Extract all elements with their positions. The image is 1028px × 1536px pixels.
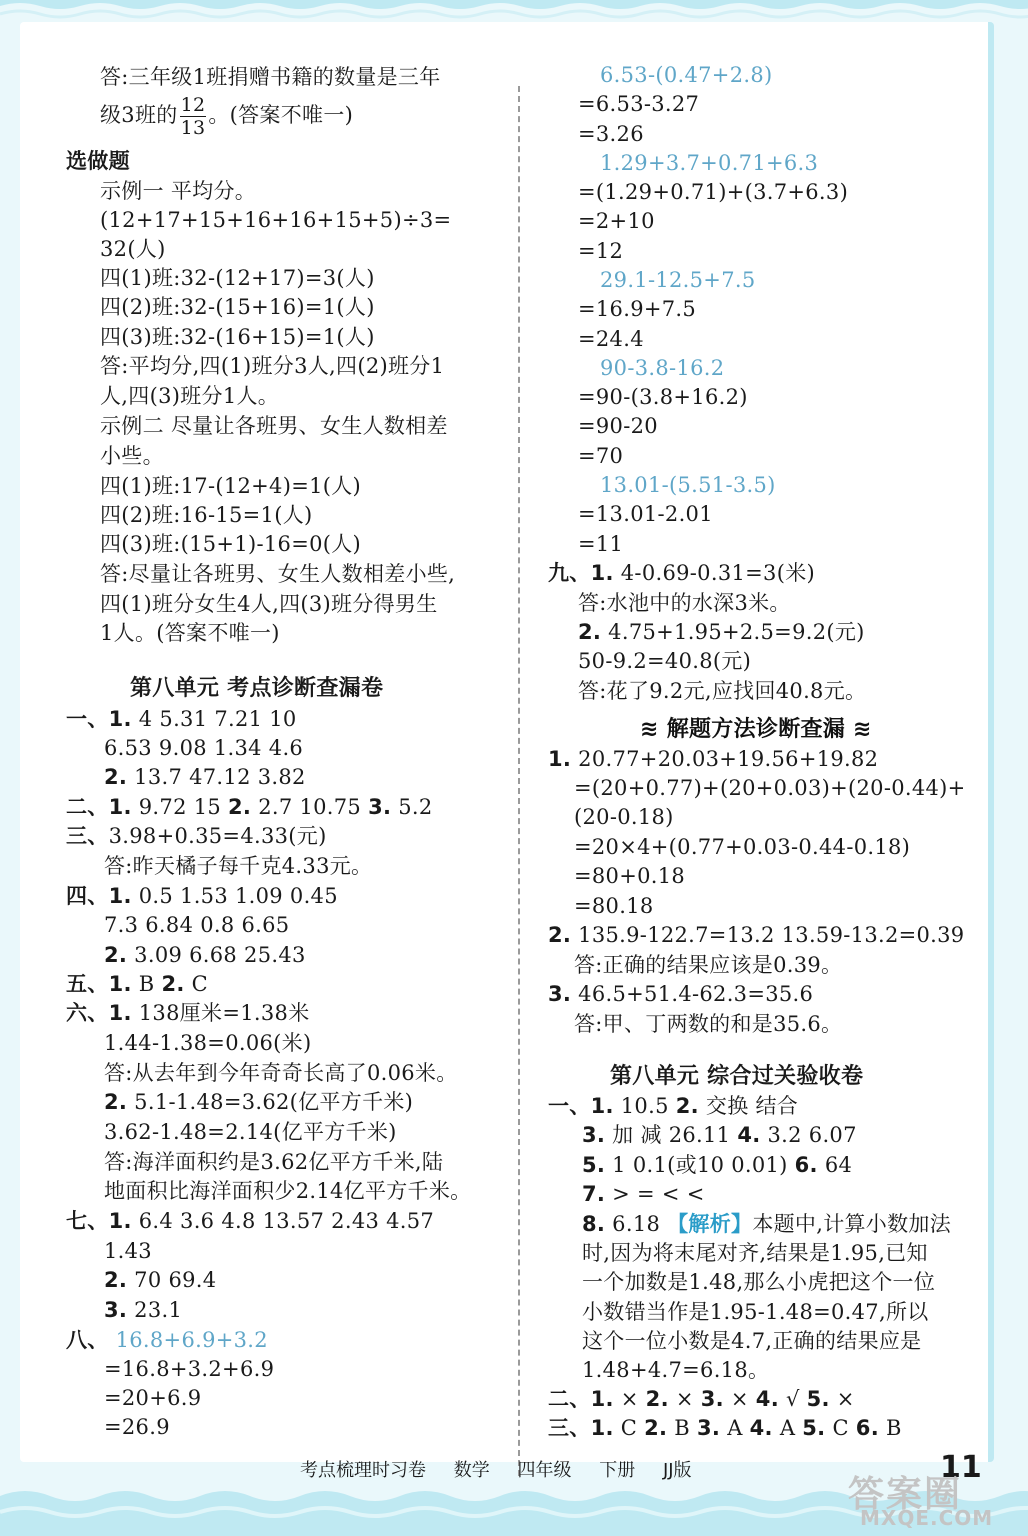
answer-line (104, 1237, 152, 1266)
answer-line (574, 1010, 842, 1039)
line-text: 3.2 6.07 (760, 1123, 857, 1147)
answer-line (66, 705, 297, 734)
line-text: 答:水池中的水深3米。 (578, 591, 791, 615)
line-text: C (613, 1416, 645, 1440)
answer-line (66, 999, 310, 1028)
question-number: 6. (855, 1416, 879, 1440)
answer-page (20, 22, 994, 1462)
line-text: 选做题 (66, 149, 130, 173)
line-text: 四(2)班:32-(15+16)=1(人) (100, 295, 375, 319)
answer-line (578, 412, 658, 441)
line-text: 第八单元 综合过关验收卷 (610, 1064, 864, 1089)
line-text: × (613, 1387, 646, 1411)
line-text: 这个一位小数是4.7,正确的结果应是 (582, 1329, 922, 1353)
line-text: 四(2)班:16-15=1(人) (100, 503, 313, 527)
question-number: 8. (582, 1212, 606, 1236)
line-text: 加 减 26.11 (605, 1123, 738, 1147)
answer-line (548, 1385, 855, 1414)
answer-line (100, 235, 166, 264)
answer-line (104, 1355, 274, 1384)
line-text: 答:尽量让各班男、女生人数相差小些, (100, 562, 456, 586)
answer-line (66, 1326, 268, 1355)
line-text: 64 (817, 1153, 853, 1177)
line-text: 。(答案不唯一) (208, 103, 354, 127)
answer-line (104, 1118, 397, 1147)
line-text: 46.5+51.4-62.3=35.6 (571, 982, 814, 1006)
question-number: 6. (794, 1153, 818, 1177)
answer-line (582, 1356, 769, 1385)
answer-line (582, 1180, 705, 1209)
answer-line (104, 1384, 201, 1413)
answer-line (548, 1414, 902, 1443)
question-number: 2. (578, 620, 602, 644)
answer-line (578, 530, 623, 559)
answer-line (104, 1029, 311, 1058)
answer-line (104, 1148, 443, 1177)
answer-line (104, 852, 372, 881)
watermark-url: MXQE.COM (860, 1506, 994, 1530)
section-label (66, 147, 130, 176)
answer-line (104, 1296, 182, 1325)
answer-line (100, 92, 353, 139)
fraction-denominator: 13 (180, 117, 206, 139)
line-text: =26.9 (104, 1415, 170, 1439)
line-text: 3.62-1.48=2.14(亿平方千米) (104, 1120, 397, 1144)
line-text: =(1.29+0.71)+(3.7+6.3) (578, 180, 849, 204)
line-text: A (772, 1416, 803, 1440)
answer-line (582, 1327, 921, 1356)
question-number: 六、1. (66, 1001, 132, 1025)
answer-line (582, 1239, 928, 1268)
answer-line (66, 1207, 434, 1236)
original-expression: 6.53-(0.47+2.8) (600, 63, 773, 87)
answer-line (548, 1092, 798, 1121)
line-text: 小些。 (100, 444, 164, 468)
line-text: 4 5.31 7.21 10 (131, 707, 297, 731)
answer-line (100, 323, 375, 352)
footer-info (300, 1456, 714, 1482)
question-number: 1. (548, 747, 572, 771)
answer-line (582, 1151, 852, 1180)
question-number: 3. (368, 795, 392, 819)
answer-line (574, 803, 674, 832)
line-text: 70 69.4 (127, 1268, 217, 1292)
line-text: 1.48+4.7=6.18。 (582, 1358, 770, 1382)
answer-line (574, 774, 966, 803)
line-text: 四(3)班:32-(16+15)=1(人) (100, 325, 375, 349)
answer-line (100, 501, 313, 530)
answer-line (104, 941, 306, 970)
original-expression: 1.29+3.7+0.71+6.3 (600, 151, 819, 175)
question-number: 一、1. (66, 707, 132, 731)
question-number: 2. (161, 972, 185, 996)
line-text: 答:正确的结果应该是0.39。 (574, 953, 843, 977)
question-number: 2. (104, 765, 128, 789)
answer-line (578, 207, 655, 236)
answer-line (578, 325, 644, 354)
answer-line (104, 1088, 413, 1117)
line-text: 级3班的 (100, 103, 178, 127)
line-text: 1.43 (104, 1239, 152, 1263)
analysis-tag: 【解析】 (667, 1212, 753, 1236)
original-expression: 29.1-12.5+7.5 (600, 268, 756, 292)
question-number: 五、1. (66, 972, 132, 996)
line-text: 一个加数是1.48,那么小虎把这个一位 (582, 1270, 936, 1294)
line-text: 9.72 15 (131, 795, 229, 819)
line-text: B (667, 1416, 698, 1440)
line-text: =16.9+7.5 (578, 297, 697, 321)
line-text: > = < < (605, 1182, 705, 1206)
line-text: (20-0.18) (574, 805, 674, 829)
line-text: 答:从去年到今年奇奇长高了0.06米。 (104, 1061, 458, 1085)
line-text: 答:花了9.2元,应找回40.8元。 (578, 679, 867, 703)
answer-line (574, 892, 654, 921)
answer-line (100, 619, 280, 648)
line-text: (12+17+15+16+16+15+5)÷3= (100, 208, 452, 232)
answer-line (100, 63, 441, 92)
line-text: 1.44-1.38=0.06(米) (104, 1031, 312, 1055)
question-number: 5. (806, 1387, 830, 1411)
answer-line (600, 354, 724, 383)
line-text: =(20+0.77)+(20+0.03)+(20-0.44)+ (574, 776, 966, 800)
answer-line (66, 882, 338, 911)
line-text: 4-0.69-0.31=3(米) (613, 561, 815, 585)
question-number: 5. (802, 1416, 826, 1440)
section-title (130, 674, 383, 703)
line-text: 3.98+0.35=4.33(元) (108, 824, 327, 848)
question-number: 2. (104, 1090, 128, 1114)
question-number: 3. (548, 982, 572, 1006)
line-text: =90-(3.8+16.2) (578, 385, 748, 409)
line-text: B (131, 972, 162, 996)
line-text: 4.75+1.95+2.5=9.2(元) (601, 620, 865, 644)
question-number: 一、1. (548, 1094, 614, 1118)
question-number: 3. (700, 1387, 724, 1411)
footer-edition: JJ版 (662, 1460, 692, 1481)
question-number: 2. (228, 795, 252, 819)
answer-line (104, 1266, 216, 1295)
section-title (640, 715, 872, 744)
line-text: × (829, 1387, 855, 1411)
line-text: 答:海洋面积约是3.62亿平方千米,陆 (104, 1150, 444, 1174)
question-number: 2. (104, 1268, 128, 1292)
line-text: 13.7 47.12 3.82 (127, 765, 306, 789)
answer-line (66, 793, 433, 822)
answer-line (104, 1413, 170, 1442)
answer-line (578, 120, 644, 149)
question-number: 3. (582, 1123, 606, 1147)
line-text: ≋ 解题方法诊断查漏 ≋ (640, 717, 872, 742)
line-text: =20+6.9 (104, 1386, 202, 1410)
top-wave-border (0, 0, 1028, 24)
line-text: 时,因为将末尾对齐,结果是1.95,已知 (582, 1241, 928, 1265)
question-number: 5. (582, 1153, 606, 1177)
line-text: =11 (578, 532, 624, 556)
answer-line (100, 560, 455, 589)
answer-line (582, 1298, 929, 1327)
watermark-text: 答案圈 (848, 1474, 963, 1515)
line-text: 本题中,计算小数加法 (752, 1212, 952, 1236)
footer-series: 考点梳理时习卷 (300, 1460, 426, 1481)
line-text: × (723, 1387, 756, 1411)
line-text: 135.9-122.7=13.2 13.59-13.2=0.39 (571, 923, 965, 947)
footer-grade: 四年级 (517, 1460, 572, 1481)
answer-line (100, 442, 164, 471)
line-text: 50-9.2=40.8(元) (578, 649, 752, 673)
line-text: 0.5 1.53 1.09 0.45 (131, 884, 338, 908)
answer-line (578, 442, 623, 471)
answer-line (578, 618, 865, 647)
answer-line (600, 149, 818, 178)
line-text: =80.18 (574, 894, 654, 918)
original-expression: 90-3.8-16.2 (600, 356, 725, 380)
footer-volume: 下册 (599, 1460, 636, 1481)
answer-line (100, 530, 361, 559)
answer-line (582, 1121, 857, 1150)
answer-line (578, 295, 696, 324)
question-number: 4. (755, 1387, 779, 1411)
line-text: 7.3 6.84 0.8 6.65 (104, 913, 290, 937)
answer-line (600, 471, 776, 500)
line-text: × (668, 1387, 701, 1411)
line-text: 5.2 (391, 795, 433, 819)
question-number: 二、1. (548, 1387, 614, 1411)
line-text: =70 (578, 444, 624, 468)
answer-line (548, 921, 964, 950)
answer-line (578, 500, 713, 529)
original-expression: 13.01-(5.51-3.5) (600, 473, 776, 497)
question-number: 三、1. (548, 1416, 614, 1440)
original-expression: 16.8+6.9+3.2 (108, 1328, 268, 1352)
line-text: 人,四(3)班分1人。 (100, 384, 280, 408)
question-number: 4. (737, 1123, 761, 1147)
answer-line (548, 745, 878, 774)
answer-line (574, 951, 842, 980)
line-text: =13.01-2.01 (578, 502, 713, 526)
fraction (180, 94, 207, 139)
answer-line (100, 412, 448, 441)
line-text: 第八单元 考点诊断查漏卷 (130, 676, 384, 701)
question-number: 2. (644, 1416, 668, 1440)
question-number: 2. (675, 1094, 699, 1118)
line-text: 四(1)班分女生4人,四(3)班分得男生 (100, 592, 438, 616)
answer-line (100, 382, 279, 411)
line-text: =90-20 (578, 414, 658, 438)
line-text: A (720, 1416, 750, 1440)
line-text: 答:甲、丁两数的和是35.6。 (574, 1012, 843, 1036)
line-text: 示例二 尽量让各班男、女生人数相差 (100, 414, 448, 438)
line-text: √ (778, 1387, 807, 1411)
line-text: 138厘米=1.38米 (131, 1001, 310, 1025)
question-number: 二、1. (66, 795, 132, 819)
line-text: 答:三年级1班捐赠书籍的数量是三年 (100, 65, 441, 89)
line-text: =12 (578, 239, 624, 263)
question-number: 2. (548, 923, 572, 947)
line-text: 交换 结合 (698, 1094, 799, 1118)
line-text: =16.8+3.2+6.9 (104, 1357, 275, 1381)
line-text: 32(人) (100, 237, 166, 261)
footer-subject: 数学 (453, 1460, 490, 1481)
answer-line (548, 980, 813, 1009)
question-number: 八、 (66, 1328, 109, 1352)
answer-line (578, 178, 848, 207)
line-text: 地面积比海洋面积少2.14亿平方千米。 (104, 1179, 472, 1203)
answer-line (104, 734, 303, 763)
line-text: =2+10 (578, 209, 655, 233)
question-number: 2. (645, 1387, 669, 1411)
question-number: 九、1. (548, 561, 614, 585)
watermark-logo (838, 1466, 1023, 1532)
line-text: 23.1 (127, 1298, 183, 1322)
line-text: =3.26 (578, 122, 644, 146)
question-number: 7. (582, 1182, 606, 1206)
line-text: 5.1-1.48=3.62(亿平方千米) (127, 1090, 414, 1114)
line-text: C (825, 1416, 856, 1440)
line-text: =24.4 (578, 327, 644, 351)
answer-line (104, 1177, 471, 1206)
section-title (610, 1062, 863, 1091)
line-text: 1人。(答案不唯一) (100, 621, 280, 645)
page-number: 11 (940, 1450, 982, 1485)
answer-line (66, 822, 327, 851)
question-number: 三、 (66, 824, 109, 848)
answer-line (100, 264, 375, 293)
line-text: 四(1)班:32-(12+17)=3(人) (100, 266, 375, 290)
question-number: 2. (104, 943, 128, 967)
column-divider (518, 86, 520, 1476)
answer-line (578, 383, 748, 412)
line-text: =6.53-3.27 (578, 92, 700, 116)
line-text: 小数错当作是1.95-1.48=0.47,所以 (582, 1300, 929, 1324)
line-text: 四(1)班:17-(12+4)=1(人) (100, 474, 362, 498)
answer-line (578, 90, 699, 119)
question-number: 4. (749, 1416, 773, 1440)
answer-line (574, 833, 910, 862)
line-text: 2.7 10.75 (251, 795, 369, 819)
answer-line (100, 206, 451, 235)
question-number: 七、1. (66, 1209, 132, 1233)
line-text: 6.4 3.6 4.8 13.57 2.43 4.57 (131, 1209, 435, 1233)
line-text: 示例一 平均分。 (100, 179, 257, 203)
line-text: 3.09 6.68 25.43 (127, 943, 306, 967)
line-text: B (879, 1416, 902, 1440)
line-text: =80+0.18 (574, 864, 686, 888)
question-number: 四、1. (66, 884, 132, 908)
line-text: 答:平均分,四(1)班分3人,四(2)班分1 (100, 354, 445, 378)
answer-line (104, 763, 306, 792)
line-text: 20.77+20.03+19.56+19.82 (571, 747, 879, 771)
line-text: =20×4+(0.77+0.03-0.44-0.18) (574, 835, 911, 859)
fraction-numerator: 12 (180, 94, 206, 116)
line-text: C (184, 972, 209, 996)
answer-line (66, 970, 208, 999)
line-text: 10.5 (613, 1094, 676, 1118)
answer-line (548, 559, 815, 588)
question-number: 3. (104, 1298, 128, 1322)
answer-line (574, 862, 685, 891)
answer-line (100, 352, 444, 381)
answer-line (578, 677, 866, 706)
answer-line (582, 1268, 935, 1297)
line-text: 6.53 9.08 1.34 4.6 (104, 736, 304, 760)
answer-line (578, 237, 623, 266)
answer-line (100, 590, 438, 619)
line-text: 1 0.1(或10 0.01) (605, 1153, 795, 1177)
answer-line (104, 911, 289, 940)
answer-line (104, 1059, 458, 1088)
line-text: 四(3)班:(15+1)-16=0(人) (100, 532, 362, 556)
answer-line (578, 647, 751, 676)
answer-line (600, 61, 773, 90)
answer-line (100, 472, 361, 501)
answer-line (600, 266, 756, 295)
line-text: 答:昨天橘子每千克4.33元。 (104, 854, 373, 878)
answer-line (100, 177, 256, 206)
answer-line (100, 293, 375, 322)
answer-line (578, 589, 791, 618)
question-number: 3. (697, 1416, 721, 1440)
line-text: 6.18 (605, 1212, 668, 1236)
answer-line (582, 1210, 951, 1239)
